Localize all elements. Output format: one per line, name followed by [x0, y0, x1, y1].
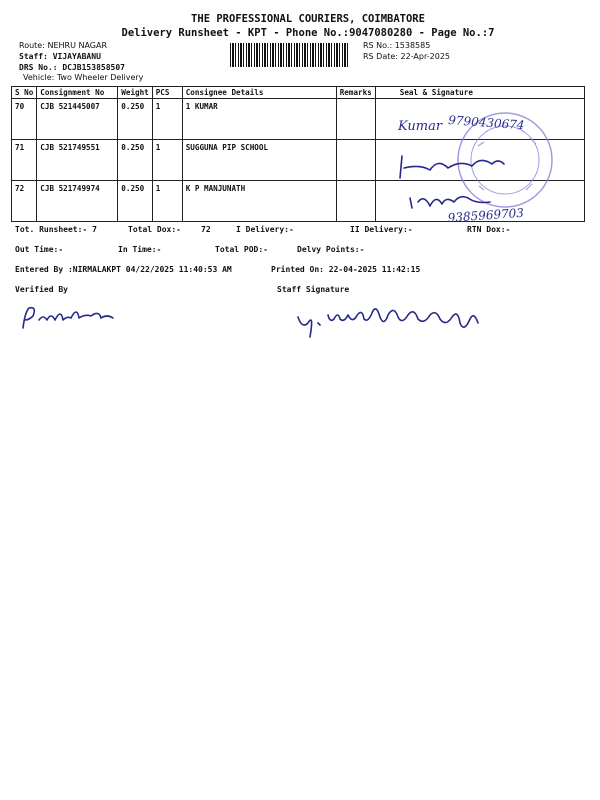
col-weight: Weight [118, 87, 152, 99]
total-dox-label: Total Dox:- [128, 225, 181, 234]
staff-signature-label: Staff Signature [277, 285, 350, 294]
entered-by: Entered By :NIRMALAKPT 04/22/2025 11:40:53 AM [15, 265, 232, 274]
cell-pcs: 1 [152, 181, 182, 222]
vehicle-label: Vehicle: Two Wheeler Delivery [23, 73, 144, 82]
cell-consignee: SUGGUNA PIP SCHOOL [182, 140, 336, 181]
total-dox-value: 72 [201, 225, 211, 234]
cell-pcs: 1 [152, 140, 182, 181]
col-remarks: Remarks [336, 87, 375, 99]
cell-weight: 0.250 [118, 181, 152, 222]
handwritten-name: Kumar [398, 119, 443, 134]
staff-signature [288, 293, 493, 343]
company-title: THE PROFESSIONAL COURIERS, COIMBATORE [191, 13, 425, 25]
cell-consignment: CJB 521445007 [37, 99, 118, 140]
in-time: In Time:- [118, 245, 162, 254]
cell-remarks [336, 140, 375, 181]
runsheet-subtitle: Delivery Runsheet - KPT - Phone No.:9047080280 - Page No.:7 [121, 27, 495, 39]
cell-sno: 71 [12, 140, 37, 181]
cell-weight: 0.250 [118, 99, 152, 140]
col-sno: S No [12, 87, 37, 99]
i-delivery: I Delivery:- [236, 225, 294, 234]
handwritten-signature-row2 [400, 156, 504, 178]
cell-sno: 70 [12, 99, 37, 140]
cell-sno: 72 [12, 181, 37, 222]
tot-runsheet: Tot. Runsheet:- 7 [15, 225, 97, 234]
out-time: Out Time:- [15, 245, 64, 254]
barcode [230, 43, 348, 67]
route-label: Route: NEHRU NAGAR [19, 41, 108, 50]
handwritten-phone-2: 9385969703 [447, 205, 525, 225]
cell-weight: 0.250 [118, 140, 152, 181]
verifier-signature [15, 298, 125, 338]
cell-consignee: 1 KUMAR [182, 99, 336, 140]
cell-consignment: CJB 521749551 [37, 140, 118, 181]
handwritten-phone-1: 9790430674 [447, 113, 525, 133]
rtn-dox: RTN Dox:- [467, 225, 511, 234]
col-seal-signature: Seal & Signature [375, 87, 584, 99]
ii-delivery: II Delivery:- [350, 225, 413, 234]
verified-by-label: Verified By [15, 285, 68, 294]
staff-label: Staff: VIJAYABANU [19, 52, 101, 61]
table-header-row [12, 87, 585, 99]
col-consignment: Consignment No [37, 87, 118, 99]
printed-on: Printed On: 22-04-2025 11:42:15 [271, 265, 421, 274]
drs-number: DRS No.: DCJB153858507 [19, 63, 125, 72]
total-pod: Total POD:- [215, 245, 268, 254]
rs-date: RS Date: 22-Apr-2025 [363, 52, 451, 61]
col-pcs: PCS [152, 87, 182, 99]
rs-number: RS No.: 1538585 [363, 41, 431, 50]
cell-consignment: CJB 521749974 [37, 181, 118, 222]
delvy-points: Delvy Points:- [297, 245, 365, 254]
seal-signature-area [380, 98, 585, 230]
cell-pcs: 1 [152, 99, 182, 140]
cell-remarks [336, 181, 375, 222]
cell-remarks [336, 99, 375, 140]
col-consignee: Consignee Details [182, 87, 336, 99]
cell-consignee: K P MANJUNATH [182, 181, 336, 222]
